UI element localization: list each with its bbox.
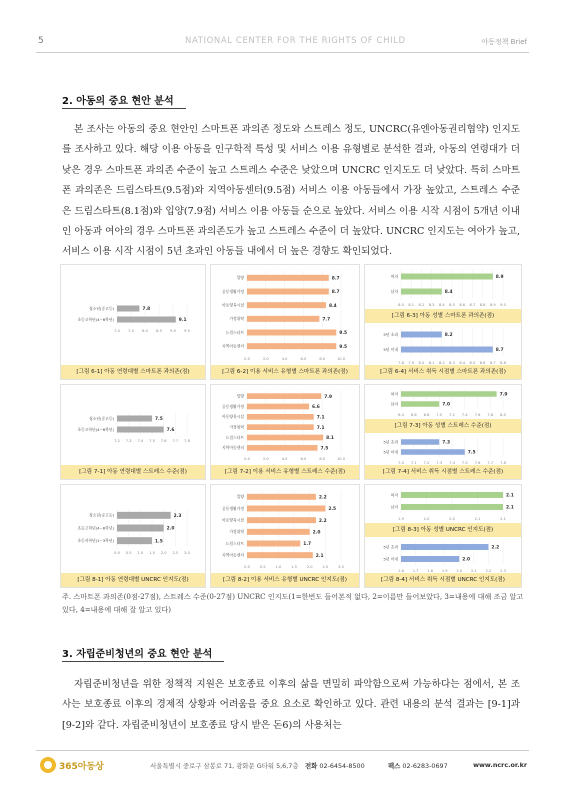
data-label: 8.7 xyxy=(495,348,504,354)
bar-chart xyxy=(61,265,206,367)
category-label: 여자 xyxy=(390,492,398,498)
tick-label: 8.9 xyxy=(489,303,496,307)
figure-panel xyxy=(210,384,360,480)
tick-label: 7.8 xyxy=(184,439,190,443)
tick-label: 0.5 xyxy=(259,565,266,569)
bar xyxy=(117,316,176,322)
footer-address: 서울특별시 중로구 삼봉로 71, 광화문 G타워 5,6,7층 xyxy=(150,762,299,770)
tick-label: 7.3 xyxy=(436,461,443,465)
bar xyxy=(247,435,323,441)
tick-label: 4.0 xyxy=(281,357,288,361)
tick-label: 1.6 xyxy=(398,569,404,573)
tick-label: 2.0 xyxy=(262,457,269,461)
data-label: 2.2 xyxy=(491,545,500,551)
category-label: 5년 이내 xyxy=(383,449,398,455)
category-label: 드림스타트 xyxy=(225,329,244,335)
category-label: 가정위탁 xyxy=(229,316,244,322)
tick-label: 0.0 xyxy=(244,565,250,569)
data-label: 7.9 xyxy=(499,392,508,398)
data-label: 8.4 xyxy=(444,290,453,296)
tick-label: 6.0 xyxy=(300,457,307,461)
tick-label: 8.7 xyxy=(489,361,496,365)
tick-label: 6.8 xyxy=(423,413,430,417)
tick-label: 3.0 xyxy=(184,551,190,555)
category-label: 가정위탁 xyxy=(229,424,244,430)
bar xyxy=(247,275,329,281)
data-label: 7.6 xyxy=(166,428,175,434)
category-label: 지역아동센터 xyxy=(221,343,244,349)
bar xyxy=(401,274,493,280)
category-label: 초등고학년(4~6학년) xyxy=(77,525,114,531)
section2-title-underline xyxy=(62,108,186,109)
data-label: 2.1 xyxy=(506,505,514,511)
data-label: 8.4 xyxy=(328,303,337,309)
category-label: 초등고학년(4~6학년) xyxy=(77,426,114,432)
section3-title: 3. 자립준비청년의 중요 현안 분석 xyxy=(62,649,213,660)
bar xyxy=(401,347,493,353)
category-label: 아동양육시설 xyxy=(221,517,244,523)
tick-label: 2.0 xyxy=(456,569,463,573)
figure-caption: [그림 6-3] 아동 성별 스마트폰 과의존(점) xyxy=(365,309,521,323)
phone-number: 02-6454-8500 xyxy=(319,762,365,770)
tick-label: 2.0 xyxy=(449,517,455,521)
tick-label: 10.0 xyxy=(336,457,346,461)
tick-label: 2.1 xyxy=(500,517,506,521)
tick-label: 8.1 xyxy=(408,303,415,307)
bar xyxy=(247,302,326,308)
bar-chart xyxy=(211,485,360,575)
figure-caption: [그림 7-3] 아동 성별 스트레스 수준(점) xyxy=(365,419,521,433)
tick-label: 4.0 xyxy=(281,457,288,461)
category-label: 공동생활가정 xyxy=(221,505,244,511)
category-label: 드림스타트 xyxy=(225,434,244,440)
category-label: 5년 초과 xyxy=(383,439,398,445)
bar-chart xyxy=(211,385,360,467)
bar xyxy=(117,537,152,544)
page-number: 5 xyxy=(38,36,44,46)
data-label: 7.7 xyxy=(322,317,331,323)
category-label: 지역아동센터 xyxy=(221,552,244,558)
bar-chart xyxy=(61,385,206,467)
tick-label: 8.3 xyxy=(428,303,435,307)
category-label: 지역아동센터 xyxy=(221,445,244,451)
tick-label: 2.5 xyxy=(322,565,329,569)
bar xyxy=(247,529,310,535)
section2-title: 2. 아동의 중요 현안 분석 xyxy=(62,96,174,107)
tick-label: 7.4 xyxy=(137,439,144,443)
tick-label: 6.6 xyxy=(410,413,417,417)
tick-label: 8.1 xyxy=(428,361,435,365)
bar xyxy=(247,316,319,322)
data-label: 1.5 xyxy=(155,539,163,545)
figure-caption: [그림 8-4] 서비스 취득 시점별 UNCRC 인지도(점) xyxy=(365,573,521,587)
data-label: 7.5 xyxy=(320,446,329,452)
bar xyxy=(401,544,488,550)
tick-label: 2.1 xyxy=(474,517,481,521)
tick-label: 8.0 xyxy=(500,413,506,417)
header-center-title: NATIONAL CENTER FOR THE RIGHTS OF CHILD xyxy=(185,36,406,46)
data-label: 8.7 xyxy=(331,276,340,282)
bar xyxy=(247,506,325,512)
tick-label: 2.3 xyxy=(500,569,506,573)
tick-label: 8.6 xyxy=(479,361,486,365)
category-label: 아동양육시설 xyxy=(221,414,244,420)
tick-label: 2.0 xyxy=(160,551,167,555)
bar xyxy=(247,517,316,523)
fax-number: 02-6283-0697 xyxy=(402,762,448,770)
figure-caption: [그림 6-2] 이용 서비스 유형별 스마트폰 과의존(점) xyxy=(211,365,359,379)
category-label: 5년 초과 xyxy=(383,331,398,337)
tick-label: 8.0 xyxy=(319,457,326,461)
tick-label: 7.6 xyxy=(474,461,481,465)
tick-label: 8.5 xyxy=(469,361,476,365)
tick-label: 8.8 xyxy=(479,303,486,307)
category-label: 입양 xyxy=(236,393,244,399)
bar xyxy=(247,552,313,558)
data-label: 2.3 xyxy=(173,513,182,519)
figure-caption: [그림 7-2] 이용 서비스 유형별 스트레스 수준(점) xyxy=(211,465,359,479)
tick-label: 8.0 xyxy=(142,329,148,333)
category-label: 5년 이내 xyxy=(383,556,398,562)
bar xyxy=(117,512,171,519)
tick-label: 2.5 xyxy=(172,551,179,555)
bar xyxy=(247,541,300,547)
tick-label: 8.7 xyxy=(469,303,476,307)
tick-label: 0.0 xyxy=(244,457,250,461)
data-label: 7.9 xyxy=(324,394,333,400)
fax-label: 팩스 xyxy=(388,762,401,770)
logo-text: 365아동상 xyxy=(59,761,104,772)
tick-label: 1.9 xyxy=(441,569,448,573)
tick-label: 7.3 xyxy=(125,439,132,443)
tick-label: 7.0 xyxy=(398,461,404,465)
tick-label: 8.0 xyxy=(319,357,326,361)
tick-label: 0.5 xyxy=(125,551,132,555)
bar xyxy=(247,404,309,410)
data-label: 2.0 xyxy=(166,526,175,532)
tick-label: 7.5 xyxy=(461,461,468,465)
figure-panel xyxy=(60,264,206,380)
data-label: 7.0 xyxy=(442,402,451,408)
tick-label: 2.2 xyxy=(485,569,492,573)
tick-label: 1.5 xyxy=(149,551,155,555)
tick-label: 6.4 xyxy=(398,413,404,417)
figure-caption: [그림 7-1] 아동 연령대별 스트레스 수준(점) xyxy=(61,465,205,479)
category-label: 청소년(중고등) xyxy=(89,512,114,518)
figure-panel xyxy=(210,264,360,380)
category-label: 여자 xyxy=(390,273,398,279)
logo-icon xyxy=(40,757,56,773)
figure-panel xyxy=(60,384,206,480)
figure-caption: [그림 8-3] 아동 성별 UNCRC 인지도(점) xyxy=(365,523,521,537)
tick-label: 1.5 xyxy=(291,565,297,569)
category-label: 드림스타트 xyxy=(225,540,244,546)
bar xyxy=(247,494,316,500)
tick-label: 7.2 xyxy=(423,461,430,465)
category-label: 5년 이내 xyxy=(383,346,398,352)
tick-label: 7.8 xyxy=(398,361,404,365)
category-label: 5년 초과 xyxy=(383,544,398,550)
category-label: 남자 xyxy=(390,504,398,510)
data-label: 2.5 xyxy=(328,507,337,513)
tick-label: 0.0 xyxy=(244,357,250,361)
bar xyxy=(247,330,336,336)
data-label: 7.5 xyxy=(467,450,476,456)
page-header xyxy=(0,0,565,48)
bar xyxy=(401,449,465,455)
bar-chart xyxy=(211,265,360,367)
bar xyxy=(247,445,318,451)
data-label: 7.3 xyxy=(442,440,451,446)
tick-label: 7.8 xyxy=(500,461,506,465)
tick-label: 7.9 xyxy=(408,361,415,365)
data-label: 8.9 xyxy=(495,275,504,281)
category-label: 입양 xyxy=(236,275,244,281)
tick-label: 7.0 xyxy=(436,413,443,417)
tick-label: 7.7 xyxy=(487,461,494,465)
data-label: 9.5 xyxy=(339,331,348,337)
bar xyxy=(401,439,439,445)
tick-label: 8.6 xyxy=(459,303,466,307)
category-label: 공동생활가정 xyxy=(221,288,244,294)
bar xyxy=(117,525,164,532)
bar xyxy=(401,289,442,295)
category-label: 초등저학년(1~3학년) xyxy=(77,537,114,543)
tick-label: 8.4 xyxy=(459,361,466,365)
figure-panel-stacked xyxy=(364,484,522,588)
tick-label: 1.0 xyxy=(137,551,144,555)
category-label: 청소년(중고등) xyxy=(89,305,114,311)
section2-paragraph: 본 조사는 아동의 중요 현안인 스마트폰 과의존 정도와 스트레스 정도, UNCRC(유엔아동권리협약) 인지도를 조사하고 있다. 해당 이용 아동을 인구학적 특성 및 서비스 이용 유형별로 분석한 결과, 아동의 연령대가 더 낮은 경우 스마트폰 과의존 수준이 높고 스트레스 수준은 낮았으며 UNCRC 인지도도 더 낮았다. 특히 스마트폰 과의존은 드림스타트(9.5점)와 지역아동센터(9.5점) 서비스 이용 아동들에서 가장 높았고, 스트레스 수준은 드림스타트(8.1점)와 입양(7.9점) 서비스 이용 아동들 순으로 높았다. 서비스 이용 시작 시점이 5개년 이내인 아동과 여아의 경우 스마트폰 과의존도가 높고 스트레스 수준이 더 높았다. UNCRC 인지도는 여아가 높고, 서비스 이용 시작 시점이 5년 초과인 아동들 내에서 더 높은 경향도 확인되었다. xyxy=(62,124,520,258)
figure-note: 주. 스마트폰 과의존(0점-27점), 스트레스 수준(0-27점) UNCRC 인지도(1=한번도 들어본적 없다, 2=이름만 들어보았다, 3=내용에 대해 조금 알고 있다, 4=내용에 대해 잘 알고 있다) xyxy=(62,592,524,614)
figure-caption: [그림 8-2] 이용 서비스 유형별 UNCRC 인지도(점) xyxy=(211,573,359,587)
category-label: 입양 xyxy=(236,494,244,500)
tick-label: 2.0 xyxy=(262,357,269,361)
data-label: 6.6 xyxy=(312,405,320,411)
figure-panel-stacked xyxy=(364,264,522,380)
category-label: 가정위탁 xyxy=(229,529,244,535)
category-label: 청소년(중고등) xyxy=(89,415,114,421)
tick-label: 7.8 xyxy=(487,413,494,417)
category-label: 남자 xyxy=(390,288,398,294)
tick-label: 8.8 xyxy=(500,361,506,365)
tick-label: 9.0 xyxy=(170,329,176,333)
figure-panel xyxy=(210,484,360,588)
tick-label: 3.0 xyxy=(338,565,344,569)
tick-label: 6.0 xyxy=(300,357,307,361)
tick-label: 7.5 xyxy=(128,329,134,333)
tick-label: 7.7 xyxy=(172,439,179,443)
tick-label: 8.5 xyxy=(156,329,162,333)
figure-panel-stacked xyxy=(364,384,522,480)
footer-phone xyxy=(305,761,365,770)
bar xyxy=(247,424,314,430)
tick-label: 7.2 xyxy=(449,413,455,417)
figure-caption: [그림 8-1] 아동 연령대별 UNCRC 인지도(점) xyxy=(61,573,205,587)
category-label: 공동생활가정 xyxy=(221,403,244,409)
bar-chart xyxy=(61,485,206,575)
data-label: 7.5 xyxy=(155,417,163,423)
tick-label: 8.2 xyxy=(418,303,425,307)
tick-label: 7.4 xyxy=(449,461,455,465)
data-label: 7.8 xyxy=(142,307,151,313)
header-divider xyxy=(36,52,529,53)
tick-label: 2.1 xyxy=(470,569,477,573)
data-label: 1.7 xyxy=(303,542,312,548)
bar xyxy=(247,414,314,420)
tick-label: 7.0 xyxy=(114,329,120,333)
tick-label: 0.0 xyxy=(114,551,120,555)
data-label: 9.1 xyxy=(178,318,187,324)
tick-label: 8.3 xyxy=(449,361,455,365)
footer-website[interactable]: www.ncrc.or.kr xyxy=(473,761,527,769)
bar xyxy=(401,391,497,397)
figure-caption: [그림 7-4] 서비스 취득 시점별 스트레스 수준(점) xyxy=(365,465,521,479)
data-label: 2.1 xyxy=(315,553,324,559)
footer-divider xyxy=(36,750,529,751)
bar xyxy=(247,393,321,399)
tick-label: 1.0 xyxy=(275,565,282,569)
category-label: 초등고학년(4~6학년) xyxy=(77,316,114,322)
tick-label: 1.8 xyxy=(427,569,434,573)
bar xyxy=(401,492,503,498)
footer-fax xyxy=(388,761,448,770)
bar xyxy=(117,426,164,432)
section3-paragraph: 자립준비청년을 위한 정책적 지원은 보호종료 이후의 삶을 면밀히 파악함으로써 가능하다는 점에서, 본 조사는 보호종료 이후의 경제적 상황과 어려움을 중요 요소로 확인하고 있다. 관련 내용의 분석 결과는 [9-1]과 [9-2]와 같다. 자립준비청년이 보호종료 당시 받은 돈6)의 사용처는 xyxy=(62,679,520,731)
category-label: 아동양육시설 xyxy=(221,302,244,308)
tick-label: 1.9 xyxy=(398,517,404,521)
bar xyxy=(117,305,139,311)
tick-label: 9.5 xyxy=(184,329,190,333)
tick-label: 2.0 xyxy=(423,517,430,521)
category-label: 여자 xyxy=(390,391,398,397)
data-label: 2.0 xyxy=(462,557,471,563)
data-label: 8.1 xyxy=(326,436,334,442)
tick-label: 7.6 xyxy=(474,413,481,417)
bar xyxy=(117,415,152,421)
data-label: 9.5 xyxy=(339,344,348,350)
bar xyxy=(247,289,329,295)
data-label: 8.2 xyxy=(444,333,453,339)
figure-panel xyxy=(60,484,206,588)
category-label: 남자 xyxy=(390,401,398,407)
tick-label: 8.5 xyxy=(449,303,455,307)
data-label: 7.1 xyxy=(316,425,325,431)
tick-label: 7.6 xyxy=(160,439,167,443)
figure-caption: [그림 6-1] 아동 연령대별 스마트폰 과의존(점) xyxy=(61,365,205,379)
section3-title-underline xyxy=(62,661,224,662)
tick-label: 8.0 xyxy=(418,361,425,365)
figure-caption: [그림 6-4] 서비스 취득 시점별 스마트폰 과의존(점) xyxy=(365,365,521,379)
tick-label: 7.2 xyxy=(114,439,120,443)
data-label: 2.0 xyxy=(312,530,321,536)
phone-label: 전화 xyxy=(305,762,318,770)
data-label: 2.2 xyxy=(318,518,327,524)
header-right-title: 아동정책 Brief xyxy=(481,38,527,46)
data-label: 8.7 xyxy=(331,290,340,296)
tick-label: 2.0 xyxy=(306,565,313,569)
tick-label: 8.0 xyxy=(398,303,404,307)
bar xyxy=(401,504,503,510)
data-label: 2.2 xyxy=(318,495,327,501)
tick-label: 7.5 xyxy=(149,439,155,443)
tick-label: 8.4 xyxy=(438,303,445,307)
tick-label: 8.2 xyxy=(438,361,445,365)
tick-label: 9.0 xyxy=(500,303,506,307)
bar xyxy=(401,401,439,407)
bar xyxy=(247,343,336,349)
bar xyxy=(401,556,459,562)
data-label: 2.1 xyxy=(506,493,514,499)
tick-label: 7.4 xyxy=(461,413,468,417)
data-label: 7.1 xyxy=(316,415,325,421)
bar xyxy=(401,332,442,338)
tick-label: 10.0 xyxy=(336,357,346,361)
tick-label: 7.1 xyxy=(410,461,417,465)
tick-label: 1.7 xyxy=(412,569,419,573)
footer-logo xyxy=(40,757,104,773)
